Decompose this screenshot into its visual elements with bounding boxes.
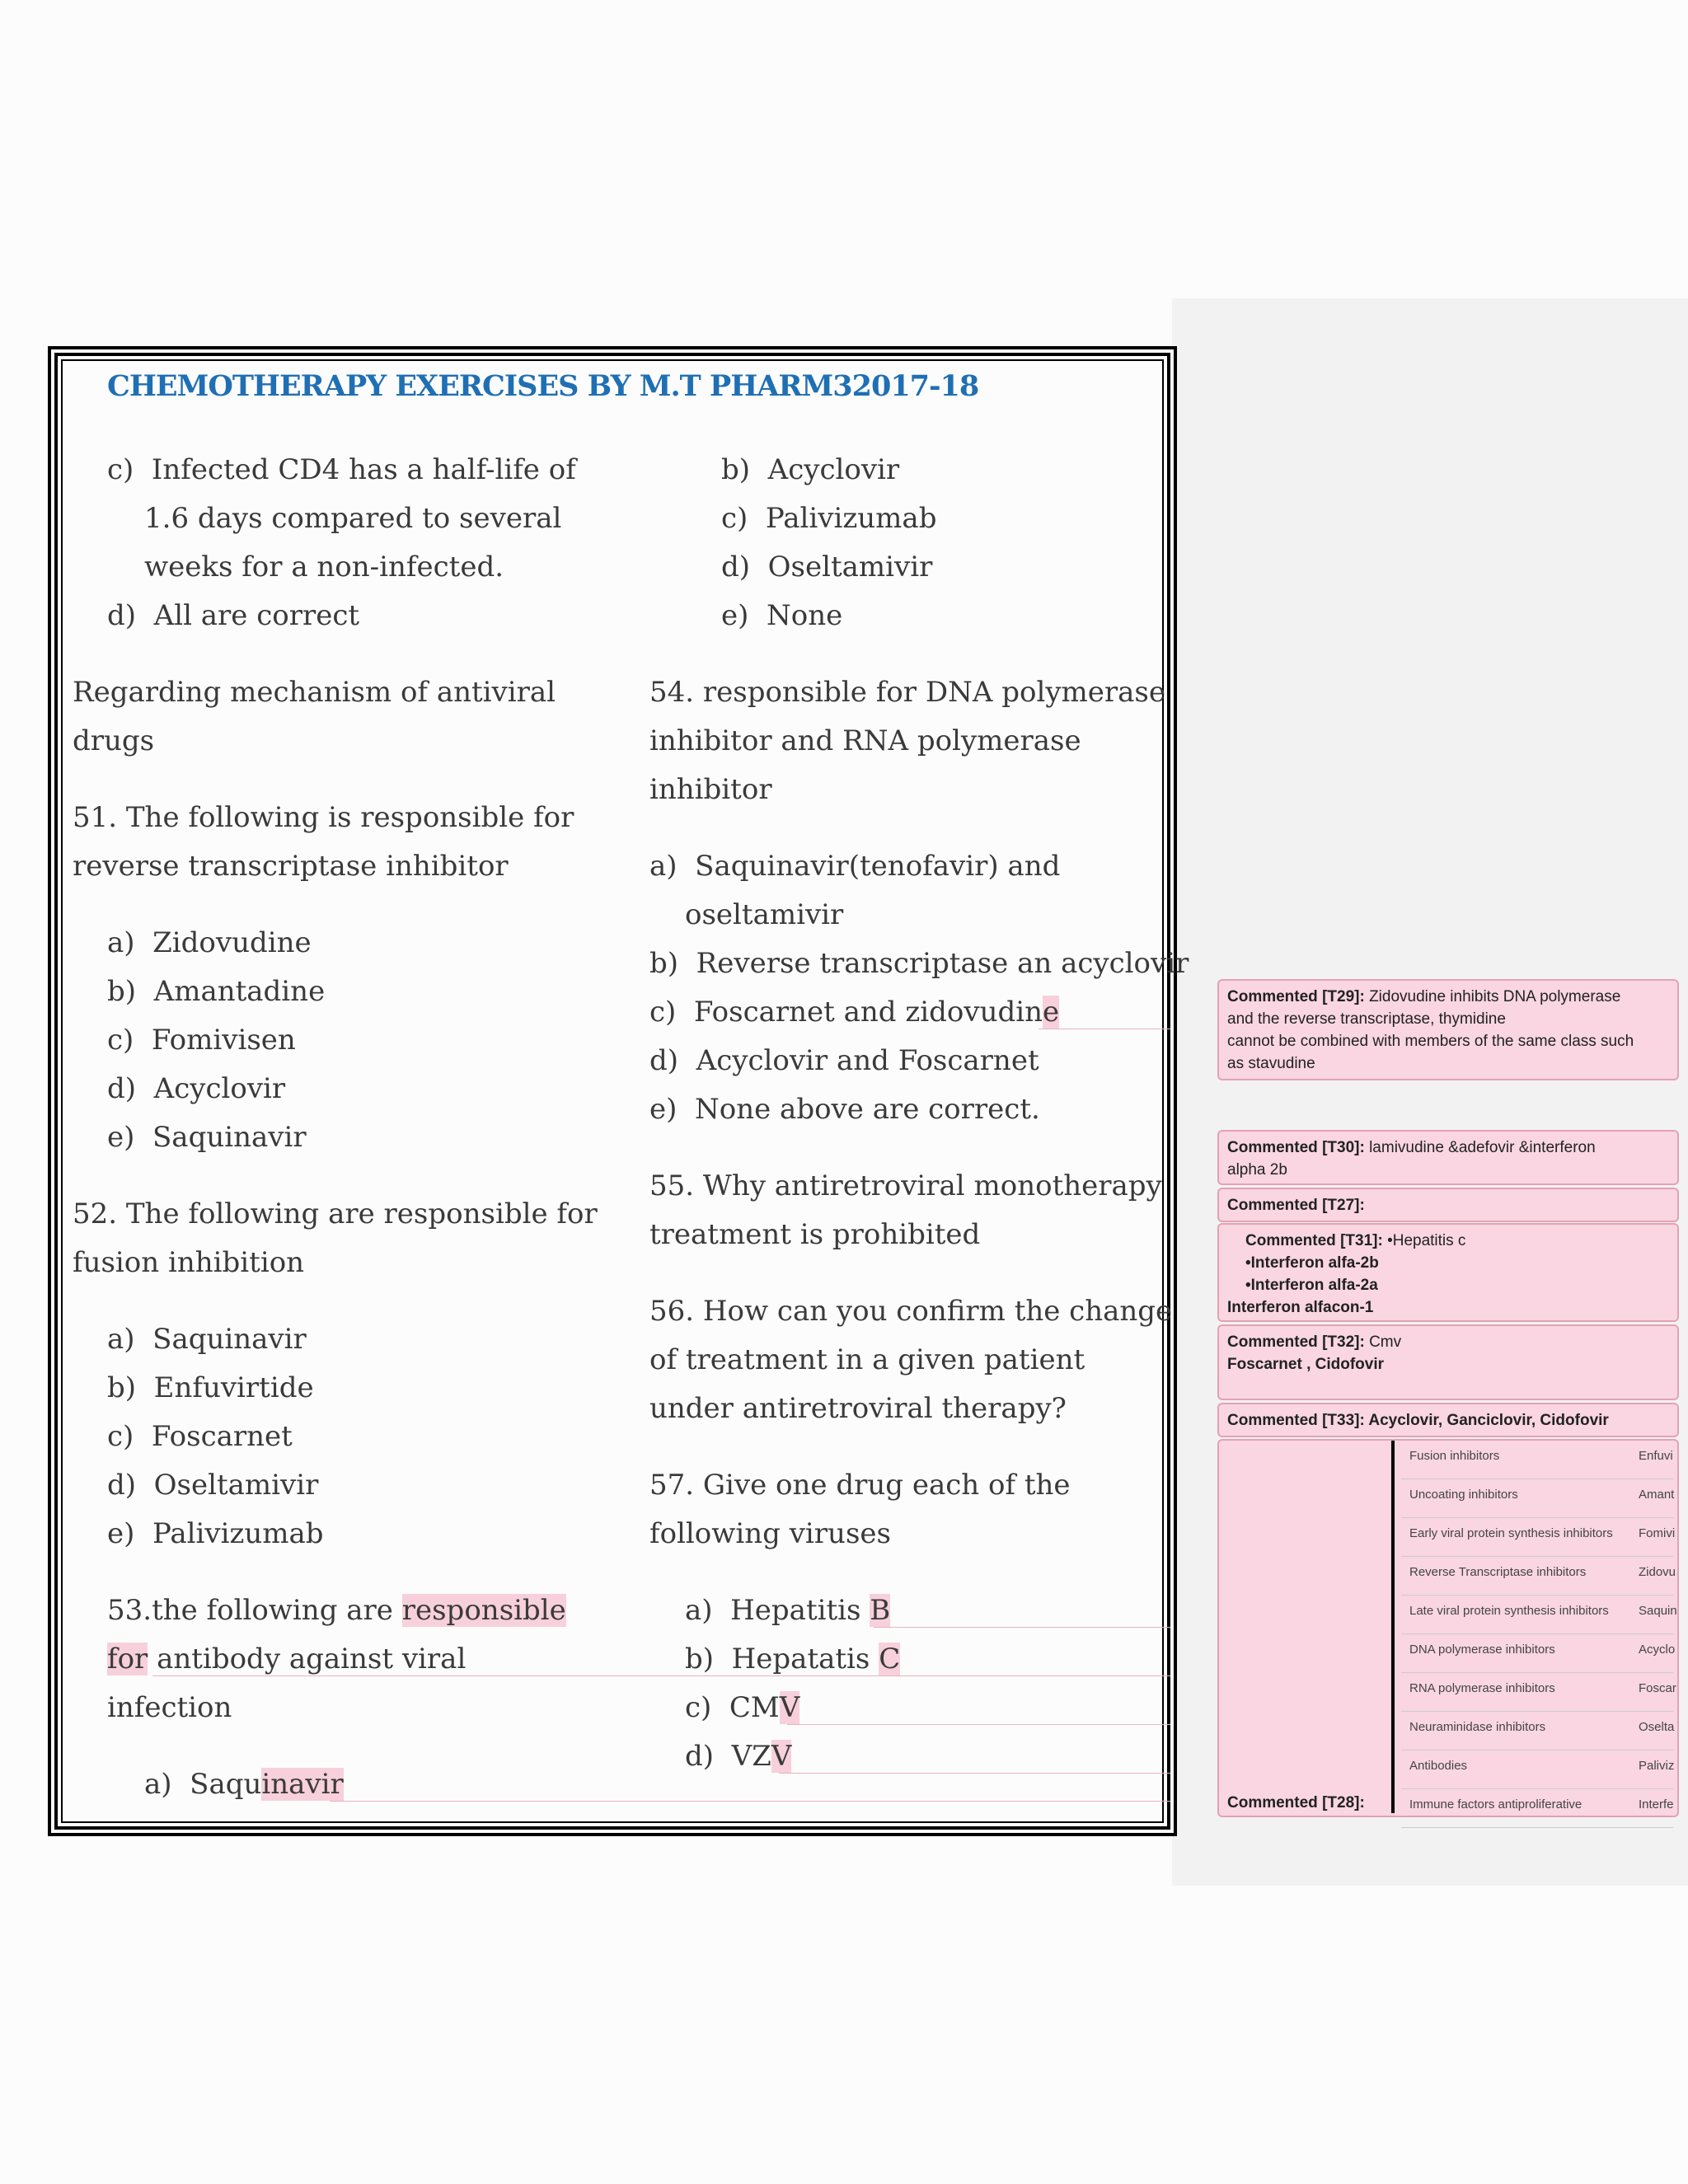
q53-option-e: e) None bbox=[721, 599, 843, 632]
q53-option-c: c) Palivizumab bbox=[721, 502, 937, 535]
table-row: Reverse Transcriptase inhibitors Zidovu bbox=[1401, 1557, 1673, 1596]
comment-highlight-zidovudine[interactable]: e bbox=[1043, 996, 1060, 1029]
q53-option-d: d) Oseltamivir bbox=[721, 551, 933, 583]
q54-option-e: e) None above are correct. bbox=[649, 1093, 1040, 1126]
table-row: Antibodies Paliviz bbox=[1401, 1750, 1673, 1789]
q54-option-a-line1: a) Saquinavir(tenofavir) and bbox=[649, 850, 1061, 883]
q56-line3: under antiretroviral therapy? bbox=[649, 1392, 1067, 1425]
comment-highlight-saquinavir[interactable]: inavir bbox=[261, 1768, 344, 1801]
comment-connector bbox=[152, 1675, 1170, 1676]
q50d: d) All are correct bbox=[107, 599, 360, 632]
table-row: Immune factors antiproliferative Interfe bbox=[1401, 1789, 1673, 1828]
q50c-line3: weeks for a non-infected. bbox=[144, 551, 504, 583]
q54-line2: inhibitor and RNA polymerase bbox=[649, 724, 1081, 757]
comment-t31[interactable]: Commented [T31]: •Hepatitis c •Interferon alfa-2b •Interferon alfa-2a Interferon alfacon-1 bbox=[1217, 1223, 1679, 1322]
q57-option-d: d) VZV bbox=[685, 1740, 792, 1773]
table-row: Early viral protein synthesis inhibitors Fomivi bbox=[1401, 1518, 1673, 1557]
q52-option-c: c) Foscarnet bbox=[107, 1420, 293, 1453]
q53-line1: 53.the following are responsible bbox=[107, 1594, 566, 1627]
comment-highlight-hep-c[interactable]: C bbox=[879, 1643, 901, 1675]
q53-option-b: b) Acyclovir bbox=[721, 453, 900, 486]
comment-t27[interactable]: Commented [T27]: bbox=[1217, 1188, 1679, 1222]
q54-option-d: d) Acyclovir and Foscarnet bbox=[649, 1044, 1039, 1077]
comment-connector bbox=[787, 1724, 1170, 1725]
antiviral-class-table bbox=[1401, 1441, 1677, 1828]
section-heading-line2: drugs bbox=[73, 724, 155, 757]
q52-option-b: b) Enfuvirtide bbox=[107, 1371, 314, 1404]
q51-option-e: e) Saquinavir bbox=[107, 1121, 307, 1154]
comment-highlight-vzv[interactable]: V bbox=[771, 1740, 792, 1773]
q51-option-c: c) Fomivisen bbox=[107, 1024, 296, 1057]
comment-t29[interactable]: Commented [T29]: Zidovudine inhibits DNA polymerase and the reverse transcriptase, thymidine cannot be combined with members of the same class such as stavudine bbox=[1217, 979, 1679, 1080]
q57-option-a: a) Hepatitis B bbox=[685, 1594, 891, 1627]
q51-line1: 51. The following is responsible for bbox=[73, 801, 574, 834]
comment-highlight-hep-b[interactable]: B bbox=[870, 1594, 891, 1627]
q56-line2: of treatment in a given patient bbox=[649, 1343, 1085, 1376]
q52-option-d: d) Oseltamivir bbox=[107, 1469, 319, 1502]
comment-highlight-for[interactable]: for bbox=[107, 1643, 148, 1675]
comment-connector bbox=[874, 1627, 1170, 1628]
comment-table-rule bbox=[1391, 1441, 1395, 1813]
q54-option-c: c) Foscarnet and zidovudine bbox=[649, 996, 1060, 1029]
q53-option-a: a) Saquinavir bbox=[144, 1768, 344, 1801]
table-row: Fusion inhibitors Enfuvi bbox=[1401, 1441, 1673, 1479]
document-title: CHEMOTHERAPY EXERCISES BY M.T PHARM32017-18 bbox=[107, 369, 979, 403]
comment-highlight-cmv[interactable]: V bbox=[779, 1691, 800, 1724]
table-row: DNA polymerase inhibitors Acyclo bbox=[1401, 1634, 1673, 1673]
table-row: RNA polymerase inhibitors Foscar bbox=[1401, 1673, 1673, 1712]
comment-t28[interactable]: Commented [T28]: bbox=[1217, 1439, 1679, 1817]
q57-line1: 57. Give one drug each of the bbox=[649, 1469, 1071, 1502]
q52-line2: fusion inhibition bbox=[73, 1246, 305, 1279]
q52-option-a: a) Saquinavir bbox=[107, 1323, 307, 1356]
section-heading-line1: Regarding mechanism of antiviral bbox=[73, 676, 556, 709]
q50c-line1: c) Infected CD4 has a half-life of bbox=[107, 453, 576, 486]
q52-line1: 52. The following are responsible for bbox=[73, 1197, 598, 1230]
q56-line1: 56. How can you confirm the change bbox=[649, 1295, 1173, 1328]
q51-line2: reverse transcriptase inhibitor bbox=[73, 850, 509, 883]
q51-option-d: d) Acyclovir bbox=[107, 1072, 286, 1105]
table-row: Uncoating inhibitors Amant bbox=[1401, 1479, 1673, 1518]
comment-connector bbox=[330, 1801, 1170, 1802]
comment-connector bbox=[779, 1773, 1170, 1774]
q54-line3: inhibitor bbox=[649, 773, 772, 806]
q57-option-c: c) CMV bbox=[685, 1691, 800, 1724]
q54-option-a-line2: oseltamivir bbox=[685, 898, 844, 931]
q54-option-b: b) Reverse transcriptase an acyclovir bbox=[649, 947, 1189, 980]
comment-t33[interactable]: Commented [T33]: Acyclovir, Ganciclovir, Cidofovir bbox=[1217, 1403, 1679, 1437]
q54-line1: 54. responsible for DNA polymerase bbox=[649, 676, 1165, 709]
q50c-line2: 1.6 days compared to several bbox=[144, 502, 562, 535]
table-row: Neuraminidase inhibitors Oselta bbox=[1401, 1712, 1673, 1750]
q52-option-e: e) Palivizumab bbox=[107, 1517, 324, 1550]
q51-option-b: b) Amantadine bbox=[107, 975, 326, 1008]
comment-t30[interactable]: Commented [T30]: lamivudine &adefovir &interferon alpha 2b bbox=[1217, 1130, 1679, 1185]
q53-line2: for antibody against viral bbox=[107, 1643, 467, 1675]
q51-option-a: a) Zidovudine bbox=[107, 926, 312, 959]
q55-line1: 55. Why antiretroviral monotherapy bbox=[649, 1169, 1162, 1202]
table-row: Late viral protein synthesis inhibitors Saquin bbox=[1401, 1596, 1673, 1634]
q55-line2: treatment is prohibited bbox=[649, 1218, 981, 1251]
comment-highlight-responsible[interactable]: responsible bbox=[401, 1594, 566, 1627]
comment-t32[interactable]: Commented [T32]: Cmv Foscarnet , Cidofovir bbox=[1217, 1324, 1679, 1400]
q57-option-b: b) Hepatatis C bbox=[685, 1643, 901, 1675]
q57-line2: following viruses bbox=[649, 1517, 891, 1550]
q53-line3: infection bbox=[107, 1691, 232, 1724]
